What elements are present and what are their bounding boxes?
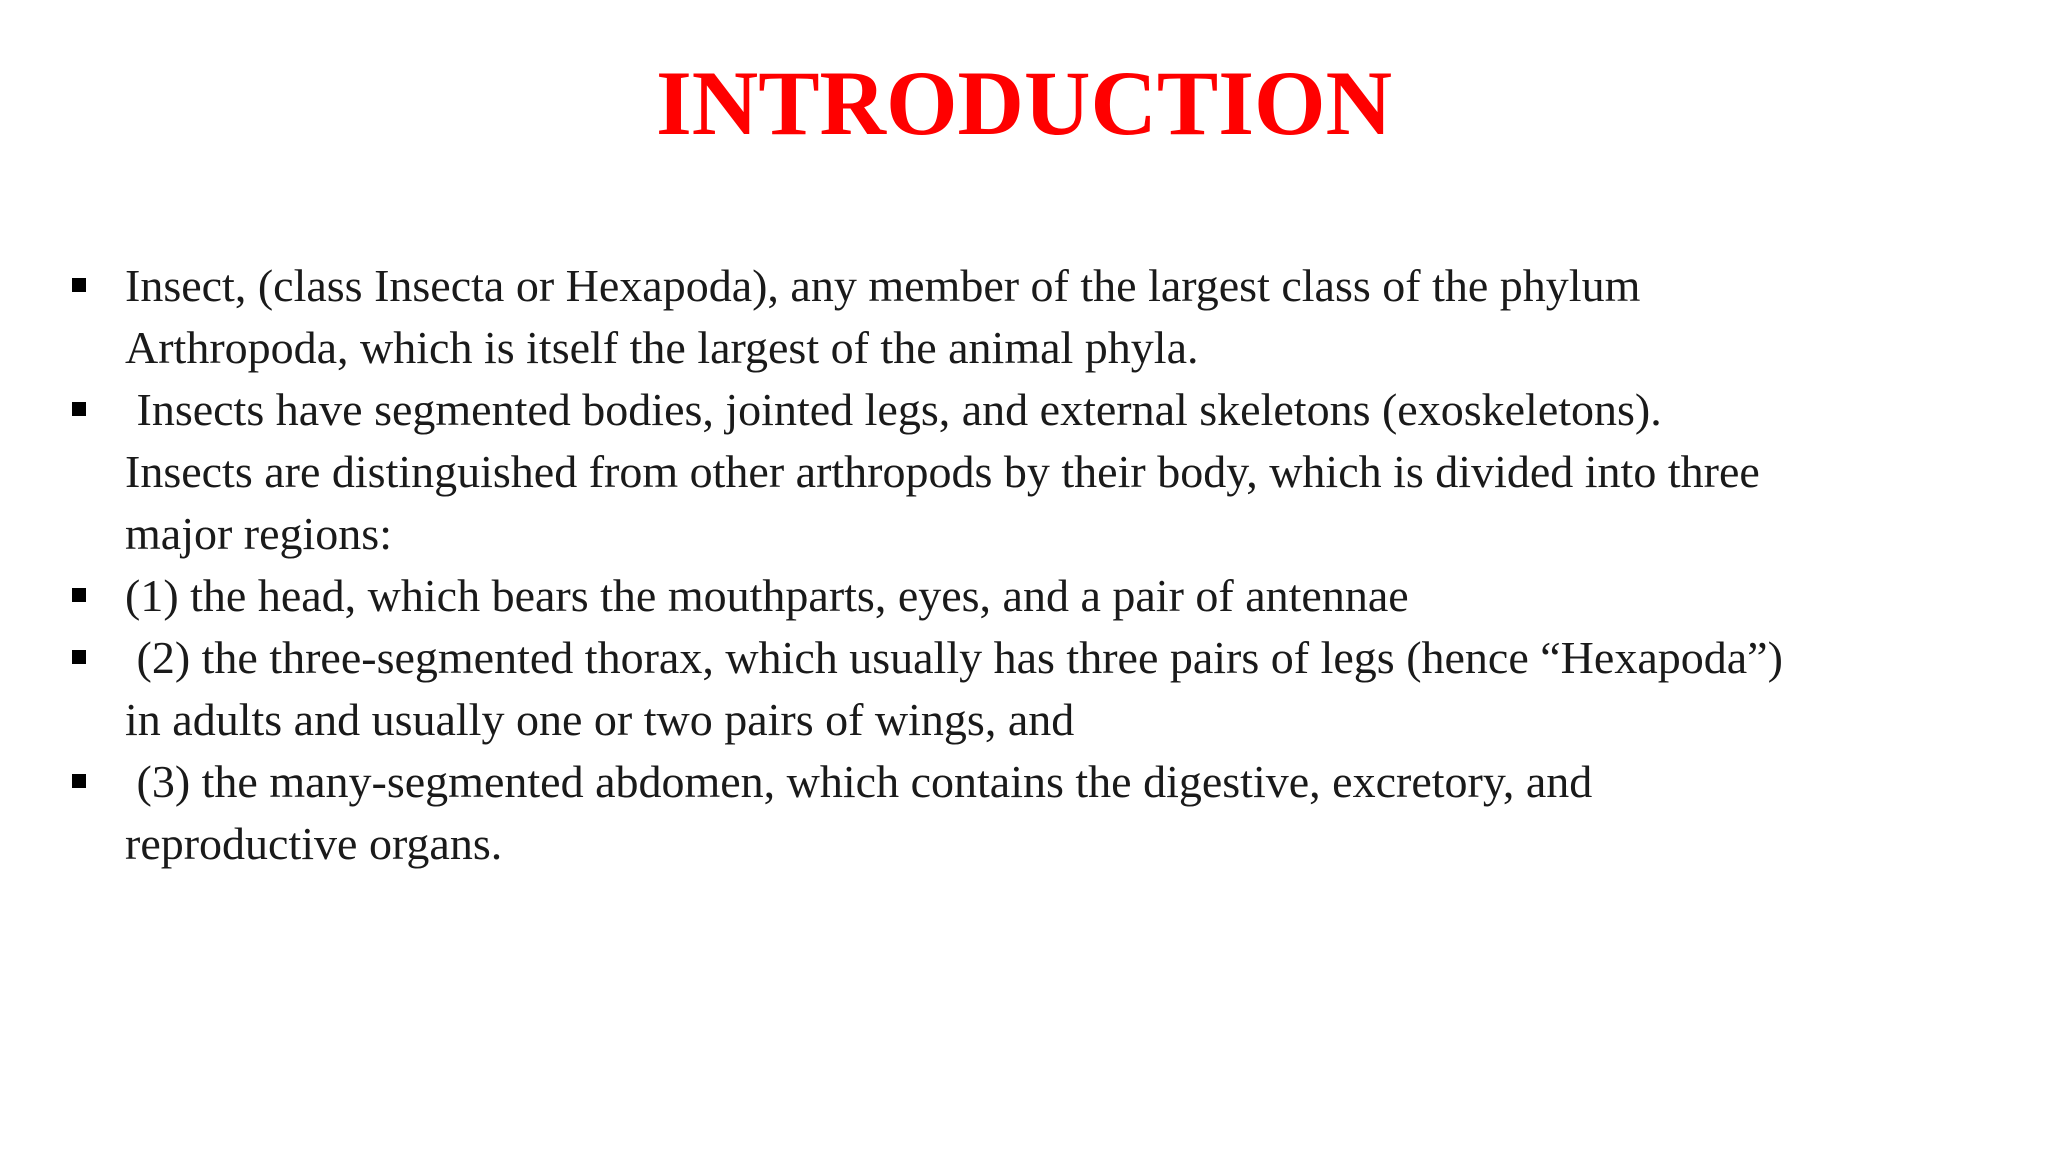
bullet-item-head	[0, 565, 2048, 627]
square-bullet-icon	[72, 774, 86, 788]
bullet-text: Insects have segmented bodies, jointed legs, and external skeletons (exoskeletons). Insects are distinguished from other arthropods by their body, which is divided into three major regions:	[125, 384, 1760, 559]
square-bullet-icon	[72, 650, 86, 664]
bullet-item-thorax	[0, 627, 2048, 751]
square-bullet-icon	[72, 278, 86, 292]
square-bullet-icon	[72, 402, 86, 416]
bullet-text: (3) the many-segmented abdomen, which contains the digestive, excretory, and reproductive organs.	[125, 756, 1593, 869]
bullet-text: (2) the three-segmented thorax, which usually has three pairs of legs (hence “Hexapoda”) in adults and usually one or two pairs of wings, and	[125, 632, 1783, 745]
bullet-item-abdomen	[0, 751, 2048, 875]
bullet-item-body-structure	[0, 379, 2048, 565]
square-bullet-icon	[72, 588, 86, 602]
bullet-list	[0, 255, 2048, 875]
bullet-text: Insect, (class Insecta or Hexapoda), any member of the largest class of the phylum Arthropoda, which is itself the largest of the animal phyla.	[125, 260, 1641, 373]
bullet-text: (1) the head, which bears the mouthparts, eyes, and a pair of antennae	[125, 570, 1409, 621]
slide-title: INTRODUCTION	[655, 52, 1393, 154]
bullet-item-insect-definition	[0, 255, 2048, 379]
